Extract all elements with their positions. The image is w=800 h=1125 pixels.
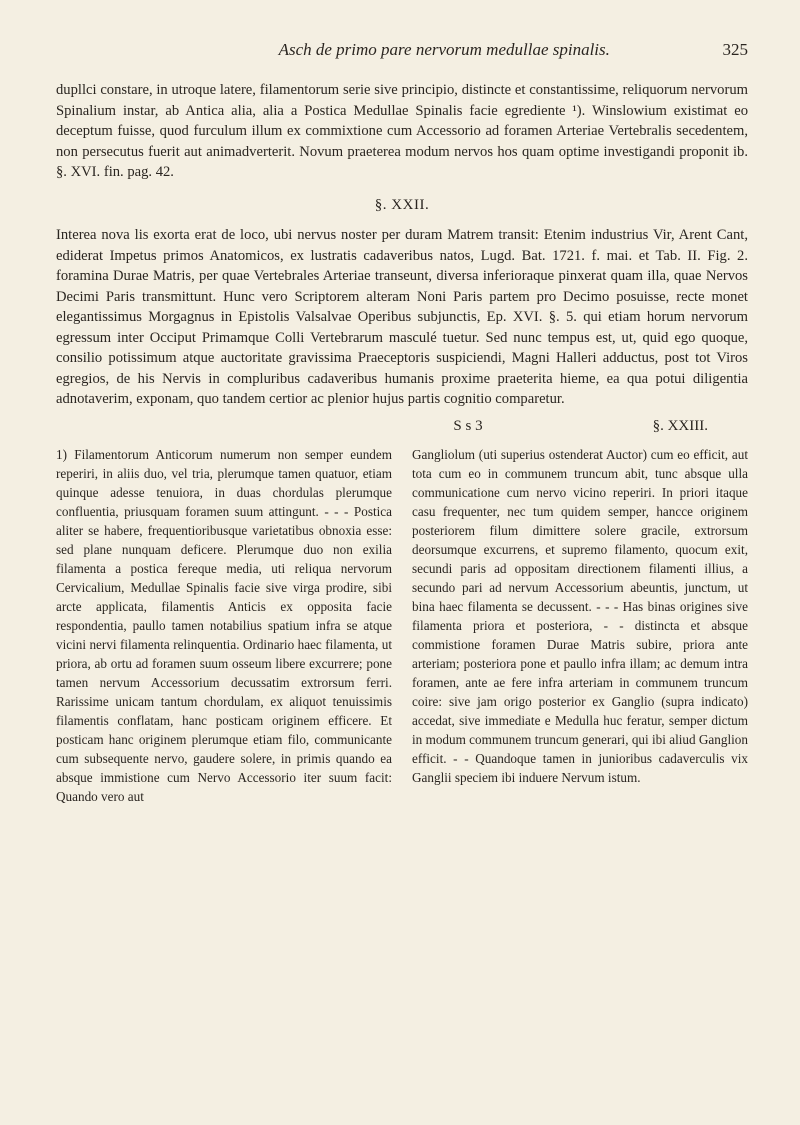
paragraph-2: Interea nova lis exorta erat de loco, ubi nervus noster per duram Matrem transit: Etenim industrius Vir, Arent Cant, ediderat Impetus primos Anatomicos, ex lustratis cadaveribus natos, Lugd. Bat. 1721. f. mai. et Tab. II. Fig. 2. foramina Durae Matris, per quae Vertebrales Arteriae transeunt, diversa inferioraque pinxerat quam illa, quae Nervos Decimi Paris transmittunt. Hunc vero Scriptorem alteram Noni Paris partem pro Decimo posuisse, recte monet elegantissimus Morgagnus in Epistolis Valsalvae Operibus subjunctis, Ep. XVI. §. 5. qui etiam horum nervorum egressum inter Occiput Primamque Colli Vertebrarum masculé tuetur. Sed nunc tempus est, ut, quid ego quoque, consilio potissimum atque auctoritate gravissima Praeceptoris suspiciendi, Magni Halleri adductus, post tot Viros egregios, de his Nervis in compluribus cadaveribus humanis proxime praeterita hieme, ea qua potui diligentia adnotaverim, exponam, quo tandem certior ac plenior hujus partis cognitio comparetur. xyxy=(56,227,748,407)
footnote-column-left xyxy=(56,445,392,806)
footnotes xyxy=(56,445,748,806)
footnote-column-right xyxy=(412,445,748,806)
running-title: Asch de primo pare nervorum medullae spinalis. xyxy=(278,40,610,59)
signature-mark: S s 3 xyxy=(453,417,483,434)
footnote-text-right: Gangliolum (uti superius ostenderat Auctor) cum eo efficit, aut tota cum eo in communem truncum abit, tunc absque ulla communicatione cum nervo vicino reperiri. In priori itaque casu frequenter, nec tum quidem semper, hancce originem posteriorem filum dimittere solere gracile, extrorsum deorsumque excurrens, et supremo filamento, quocum exit, secundi paris ad oppositam directionem filamenti illius, a secundo pari ad nervum Accessorium abeuntis, junctum, ut bina haec filamenta se decussent. - - - Has binas origines sive filamenta priora et posteriora, - - distincta et absque commistione foramen Durae Matris subire, priora ante arteriam; posteriora pone et paullo infra illam; ac demum intra foramen, ante ae fere infra arteriam in communem truncum coire: sive jam origo posterior ex Ganglio (supra indicato) accedat, sive immediate e Medulla huc feratur, semper dictum in modum communem truncum generari, qui ibi aliud Ganglion efficit. - - Quandoque tamen in junioribus cadaverculis vix Ganglii speciem ibi induere Nervum istum. xyxy=(412,446,748,785)
page-number: 325 xyxy=(722,40,748,59)
running-header xyxy=(56,40,748,70)
footnote-text-left: 1) Filamentorum Anticorum numerum non semper eundem reperiri, in aliis duo, vel tria, plerumque tamen quatuor, etiam quinque adesse tenuiora, in duas chordulas plerumque confluentia, priusquam foramen suum attingunt. - - - Postica aliter se habere, frequentioribusque varietatibus obnoxia esse: sed plane nunquam deficere. Plerumque duo non exilia filamenta a postica fereque media, uti reliqua nervorum Cervicalium, Medullae Spinalis facie sive virga prodire, sibi arcte applicata, filamentis Anticis ex opposita facie respondentia, paullo tamen notabilius spatium infra se atque vicini nervi filamenta relinquentia. Ordinario haec filamenta, ut priora, ab ortu ad foramen suum osseum libere excurrere; pone tamen nervum Accessorium decussatim extrorsum ferri. Rarissime unicam tantum chordulam, ex aliquot tenuissimis filamentis conflatam, hanc posticam originem efficere. Et posticam hanc originem plerumque etiam filo, communicante cum subsequente nervo, gaudere solere, in primis quando ea absque immistione cum Nervo Accessorio iter suum facit: Quando vero aut xyxy=(56,446,392,804)
page xyxy=(56,40,748,806)
catchline xyxy=(56,418,708,435)
catchword: §. XXIII. xyxy=(652,417,708,434)
section-heading: §. XXII. xyxy=(374,196,430,213)
paragraph-1: dupllci constare, in utroque latere, filamentorum serie sive principio, distincte et constantissime, reliquorum nervorum Spinalium instar, ab Antica alia, alia a Postica Medullae Spinalis facie egrediente ¹). Winslowium existimat eo deceptum fuisse, quod furculum illum ex commixtione cum Accessorio ad foramen Arteriae Vertebralis secedentem, non persecutus fuerit aut animadverterit. Novum praeterea modum nervos hos quam optime investigandi proponit ib. §. XVI. fin. pag. 42. xyxy=(56,82,748,180)
main-text xyxy=(56,80,748,410)
